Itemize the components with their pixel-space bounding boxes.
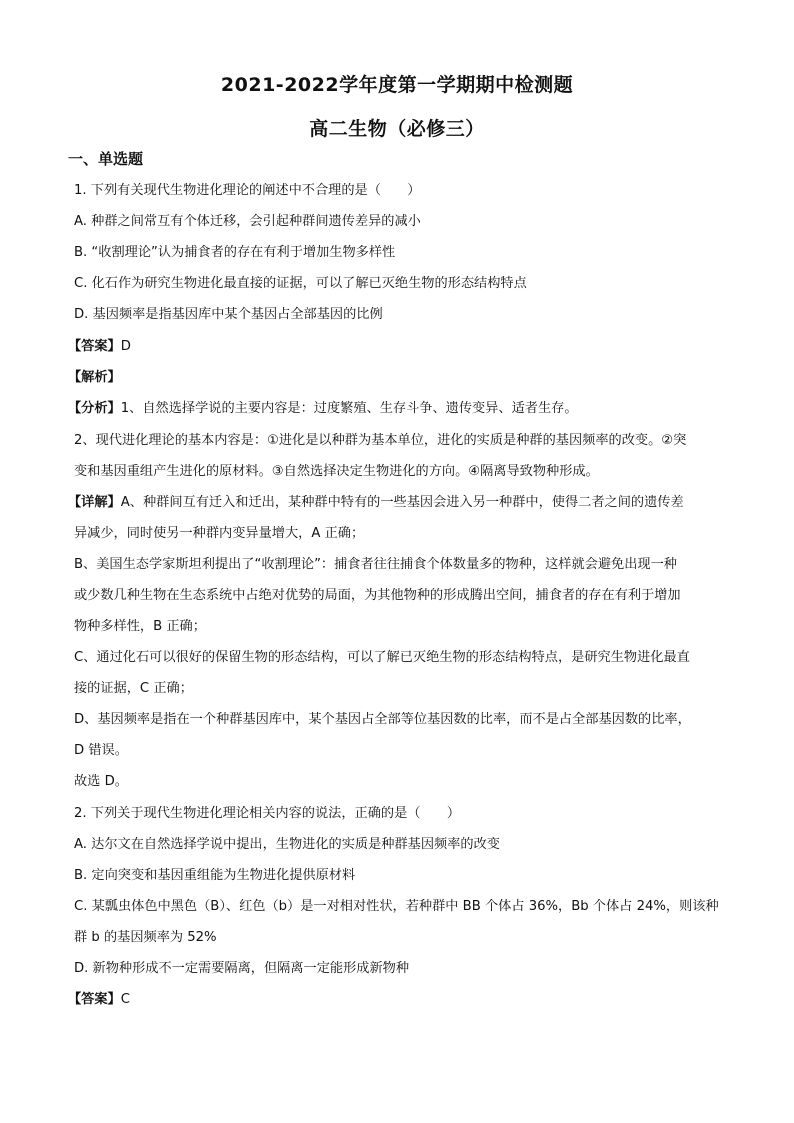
question-2-option-d: D. 新物种形成不一定需要隔离，但隔离一定能形成新物种 [74,961,410,976]
detail-line-1 [68,494,718,512]
analysis-label: 【解析】 [68,370,121,385]
question-2-option-a: A. 达尔文在自然选择学说中提出，生物进化的实质是种群基因频率的改变 [74,837,500,852]
question-1-option-b: B. “收割理论”认为捕食者的存在有利于增加生物多样性 [74,245,396,260]
detail-line-3: B、美国生态学家斯坦利提出了“收割理论”：捕食者往往捕食个体数量多的物种，这样就会避免出现一种 [74,557,677,572]
section-heading: 一、单选题 [68,150,144,168]
question-2-option-c-line-2: 群 b 的基因频率为 52% [74,930,217,945]
question-1-answer [68,338,718,356]
detail-line-6: C、通过化石可以很好的保留生物的形态结构，可以了解已灭绝生物的形态结构特点，是研究生物进化最直 [74,650,690,665]
detail-text: A、种群间互有迁入和迁出，某种群中特有的一些基因会进入另一种群中，使得二者之间的遗传差 [120,495,684,510]
fenxi-text: 1、自然选择学说的主要内容是：过度繁殖、生存斗争、遗传变异、适者生存。 [120,401,578,416]
document-title: 2021-2022学年度第一学期期中检测题 [220,74,574,96]
fenxi-label: 【分析】 [68,401,121,416]
detail-line-8: D、基因频率是指在一个种群基因库中，某个基因占全部等位基因数的比率，而不是占全部基因数的比率， [74,712,691,727]
detail-line-5: 物种多样性，B 正确； [74,619,206,634]
answer-value: D [120,339,131,354]
detail-line-9: D 错误。 [74,743,128,758]
question-1-option-c: C. 化石作为研究生物进化最直接的证据，可以了解已灭绝生物的形态结构特点 [74,276,527,291]
answer-label: 【答案】 [68,339,121,354]
detail-line-2: 异减少，同时使另一种群内变异量增大，A 正确； [74,526,365,541]
analysis-line-3: 变和基因重组产生进化的原材料。③自然选择决定生物进化的方向。④隔离导致物种形成。 [74,464,599,479]
question-2-answer [68,991,718,1009]
conclusion: 故选 D。 [74,774,128,789]
question-2-option-c-line-1: C. 某瓢虫体色中黑色（B）、红色（b）是一对相对性状，若种群中 BB 个体占 36%，Bb 个体占 24%，则该种 [74,899,719,914]
question-1-option-a: A. 种群之间常互有个体迁移，会引起种群间遗传差异的减小 [74,214,421,229]
question-1-option-d: D. 基因频率是指基因库中某个基因占全部基因的比例 [74,307,383,322]
detail-label: 【详解】 [68,495,121,510]
document-subtitle: 高二生物（必修三） [309,118,485,140]
question-2-option-b: B. 定向突变和基因重组能为生物进化提供原材料 [74,868,356,883]
detail-line-7: 接的证据，C 正确； [74,681,193,696]
answer-label: 【答案】 [68,992,121,1007]
answer-value: C [120,992,130,1007]
analysis-line-1 [68,400,718,418]
question-1-stem: 1. 下列有关现代生物进化理论的阐述中不合理的是（ ） [74,183,421,198]
question-2-stem: 2. 下列关于现代生物进化理论相关内容的说法，正确的是（ ） [74,806,461,821]
analysis-line-2: 2、现代进化理论的基本内容是：①进化是以种群为基本单位，进化的实质是种群的基因频率的改变。②突 [74,433,687,448]
detail-line-4: 或少数几种生物在生态系统中占绝对优势的局面，为其他物种的形成腾出空间，捕食者的存在有利于增加 [74,588,681,603]
